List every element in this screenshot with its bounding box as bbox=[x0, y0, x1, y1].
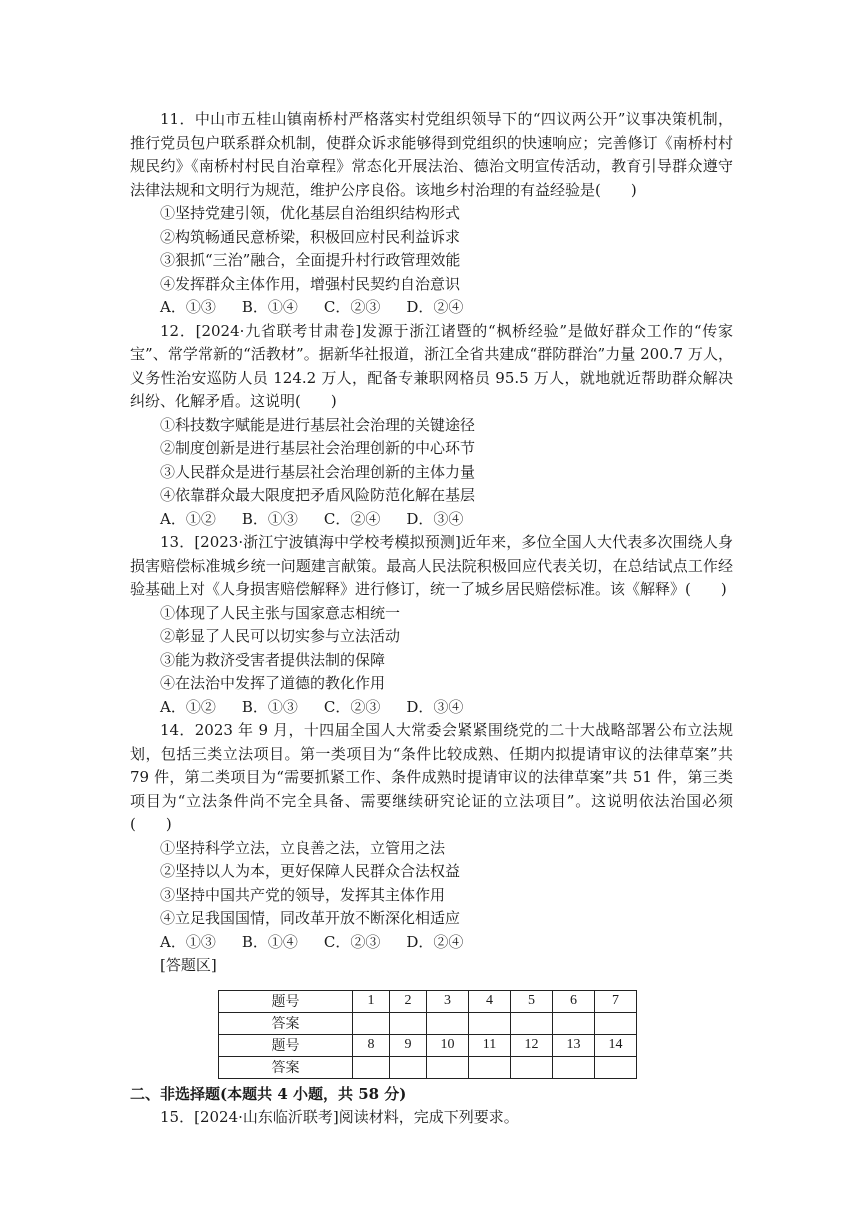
choice-a: A．①③ bbox=[160, 932, 216, 951]
answer-cell[interactable] bbox=[595, 1056, 637, 1078]
answer-grid bbox=[218, 990, 637, 1079]
option: ④立足我国国情，同改革开放不断深化相适应 bbox=[160, 909, 461, 927]
choice-c: C．②③ bbox=[323, 697, 381, 716]
question-stem: 11．中山市五桂山镇南桥村严格落实村党组织领导下的“四议两公开”议事决策机制，推行党员包户联系群众机制，使群众诉求能够得到党组织的快速响应；完善修订《南桥村村规民约》《南桥村村民自治章程》常态化开展法治、德治文明宣传活动，教育引导群众遵守法律法规和文明行为规范，维护公序良俗。该地乡村治理的有益经验是( ) bbox=[130, 110, 733, 199]
answer-cell[interactable] bbox=[353, 1056, 390, 1078]
answer-choices bbox=[130, 931, 733, 955]
choice-b: B．①③ bbox=[241, 509, 298, 528]
answer-cell[interactable] bbox=[469, 1056, 511, 1078]
option: ②坚持以人为本，更好保障人民群众合法权益 bbox=[160, 862, 461, 880]
question-number-cell: 9 bbox=[390, 1034, 427, 1056]
choice-c: C．②③ bbox=[323, 298, 381, 316]
answer-cell[interactable] bbox=[390, 1012, 427, 1034]
option: ③能为救济受害者提供法制的保障 bbox=[160, 650, 386, 669]
answer-cell[interactable] bbox=[469, 1012, 511, 1034]
option: ④依靠群众最大限度把矛盾风险防范化解在基层 bbox=[160, 486, 476, 504]
table-row bbox=[219, 1056, 637, 1078]
answer-choices bbox=[130, 696, 733, 720]
choice-a: A．①③ bbox=[160, 298, 216, 316]
option: ②构筑畅通民意桥梁，积极回应村民利益诉求 bbox=[160, 227, 461, 246]
choice-d: D．②④ bbox=[406, 298, 464, 316]
answer-choices bbox=[130, 296, 733, 320]
option: ④在法治中发挥了道德的教化作用 bbox=[160, 674, 386, 692]
choice-d: D．③④ bbox=[406, 509, 464, 528]
question-number-cell: 8 bbox=[353, 1034, 390, 1056]
choice-a: A．①② bbox=[160, 697, 216, 716]
row-label-answer: 答案 bbox=[219, 1056, 353, 1078]
answer-cell[interactable] bbox=[553, 1056, 595, 1078]
option: ④发挥群众主体作用，增强村民契约自治意识 bbox=[160, 274, 461, 293]
question-number-cell: 3 bbox=[427, 990, 469, 1012]
question-number-cell: 13 bbox=[553, 1034, 595, 1056]
question-15-stem: 15．[2024·山东临沂联考]阅读材料，完成下列要求。 bbox=[160, 1108, 519, 1126]
choice-c: C．②③ bbox=[323, 932, 381, 951]
question-12 bbox=[130, 320, 733, 532]
section-heading: 二、非选择题(本题共 4 小题，共 58 分) bbox=[130, 1084, 407, 1103]
question-13 bbox=[130, 531, 733, 719]
choice-a: A．①② bbox=[160, 509, 216, 528]
question-11 bbox=[130, 108, 733, 320]
answer-cell[interactable] bbox=[427, 1012, 469, 1034]
question-number-cell: 1 bbox=[353, 990, 390, 1012]
table-row bbox=[219, 1034, 637, 1056]
option: ①科技数字赋能是进行基层社会治理的关键途径 bbox=[160, 415, 476, 434]
question-number-cell: 5 bbox=[511, 990, 553, 1012]
answer-cell[interactable] bbox=[353, 1012, 390, 1034]
answer-cell[interactable] bbox=[427, 1056, 469, 1078]
choice-c: C．②④ bbox=[323, 509, 381, 528]
choice-d: D．②④ bbox=[406, 932, 464, 951]
option: ③狠抓“三治”融合，全面提升村行政管理效能 bbox=[160, 251, 461, 269]
page-content bbox=[130, 108, 733, 1130]
option: ①体现了人民主张与国家意志相统一 bbox=[160, 603, 401, 622]
question-stem: 14．2023 年 9 月，十四届全国人大常委会紧紧围绕党的二十大战略部署公布立法规划，包括三类立法项目。第一类项目为“条件比较成熟、任期内拟提请审议的法律草案”共 79 件，第二类项目为“需要抓紧工作、条件成熟时提请审议的法律草案”共 51 件，第三类项目为“立法条件尚不完全具备、需要继续研究论证的立法项目”。这说明依法治国必须( ) bbox=[130, 721, 733, 833]
answer-choices bbox=[130, 508, 733, 532]
choice-b: B．①④ bbox=[241, 932, 298, 951]
table-row bbox=[219, 1012, 637, 1034]
answer-cell[interactable] bbox=[390, 1056, 427, 1078]
question-number-cell: 4 bbox=[469, 990, 511, 1012]
option: ①坚持党建引领，优化基层自治组织结构形式 bbox=[160, 204, 461, 222]
question-number-cell: 6 bbox=[553, 990, 595, 1012]
question-number-cell: 7 bbox=[595, 990, 637, 1012]
table-row bbox=[219, 990, 637, 1012]
question-stem: 12．[2024·九省联考甘肃卷]发源于浙江诸暨的“枫桥经验”是做好群众工作的“传家宝”、常学常新的“活教材”。据新华社报道，浙江全省共建成“群防群治”力量 200.7 万人，义务性治安巡防人员 124.2 万人，配备专兼职网格员 95.5 万人，就地就近帮助群众解决纠纷、化解矛盾。这说明( ) bbox=[130, 321, 733, 410]
question-number-cell: 10 bbox=[427, 1034, 469, 1056]
choice-d: D．③④ bbox=[406, 697, 464, 716]
answer-cell[interactable] bbox=[595, 1012, 637, 1034]
question-stem: 13．[2023·浙江宁波镇海中学校考模拟预测]近年来，多位全国人大代表多次围绕人身损害赔偿标准城乡统一问题建言献策。最高人民法院积极回应代表关切，在总结试点工作经验基础上对《人身损害赔偿解释》进行修订，统一了城乡居民赔偿标准。该《解释》( ) bbox=[130, 533, 733, 598]
question-number-cell: 14 bbox=[595, 1034, 637, 1056]
answer-cell[interactable] bbox=[511, 1012, 553, 1034]
option: ①坚持科学立法，立良善之法，立管用之法 bbox=[160, 838, 446, 857]
option: ③坚持中国共产党的领导，发挥其主体作用 bbox=[160, 885, 446, 904]
answer-area-label: [答题区] bbox=[160, 956, 217, 974]
question-number-cell: 2 bbox=[390, 990, 427, 1012]
question-number-cell: 11 bbox=[469, 1034, 511, 1056]
row-label-number: 题号 bbox=[219, 1034, 353, 1056]
option: ③人民群众是进行基层社会治理创新的主体力量 bbox=[160, 462, 476, 481]
row-label-answer: 答案 bbox=[219, 1012, 353, 1034]
question-number-cell: 12 bbox=[511, 1034, 553, 1056]
option: ②彰显了人民可以切实参与立法活动 bbox=[160, 627, 401, 645]
answer-cell[interactable] bbox=[511, 1056, 553, 1078]
choice-b: B．①④ bbox=[241, 298, 298, 316]
row-label-number: 题号 bbox=[219, 990, 353, 1012]
choice-b: B．①③ bbox=[241, 697, 298, 716]
option: ②制度创新是进行基层社会治理创新的中心环节 bbox=[160, 439, 476, 457]
answer-cell[interactable] bbox=[553, 1012, 595, 1034]
question-14 bbox=[130, 719, 733, 954]
